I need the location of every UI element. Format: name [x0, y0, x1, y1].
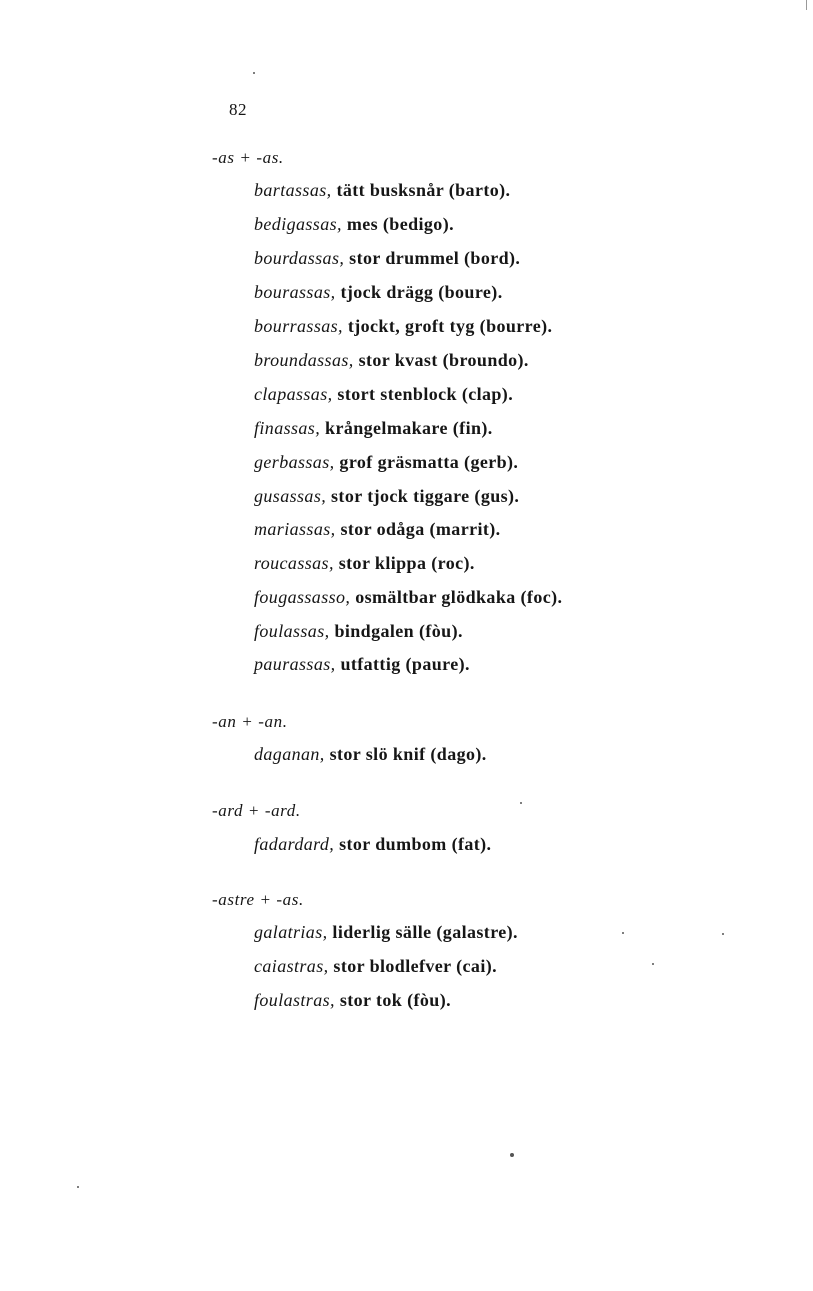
list-item	[254, 834, 491, 855]
gloss: grof gräsmatta (gerb).	[339, 452, 519, 472]
list-item	[254, 922, 518, 943]
scan-speck	[253, 72, 255, 74]
list-item	[254, 452, 518, 473]
section-heading-an: -an + -an.	[212, 712, 288, 731]
gloss: stor tjock tiggare (gus).	[331, 486, 520, 506]
scan-speck	[722, 933, 724, 935]
list-item	[254, 316, 552, 337]
gloss: stor drummel (bord).	[349, 248, 521, 268]
headword: mariassas,	[254, 519, 336, 539]
headword: clapassas,	[254, 384, 333, 404]
headword: galatrias,	[254, 922, 328, 942]
headword: caiastras,	[254, 956, 329, 976]
headword: finassas,	[254, 418, 321, 438]
gloss: liderlig sälle (galastre).	[332, 922, 518, 942]
gloss: stor slö knif (dago).	[329, 744, 487, 764]
list-item	[254, 621, 463, 642]
section-heading-astre: -astre + -as.	[212, 890, 304, 909]
section-heading-as: -as + -as.	[212, 148, 284, 167]
list-item	[254, 990, 451, 1011]
gloss: stor kvast (broundo).	[358, 350, 529, 370]
gloss: stor tok (fòu).	[339, 990, 451, 1010]
list-item	[254, 654, 470, 675]
list-item	[254, 587, 562, 608]
list-item	[254, 486, 519, 507]
headword: roucassas,	[254, 553, 334, 573]
list-item	[254, 282, 503, 303]
gloss: stor dumbom (fat).	[339, 834, 492, 854]
headword: fadardard,	[254, 834, 335, 854]
list-item	[254, 180, 510, 201]
list-item	[254, 418, 493, 439]
gloss: bindgalen (fòu).	[334, 621, 463, 641]
gloss: mes (bedigo).	[346, 214, 455, 234]
headword: gusassas,	[254, 486, 327, 506]
section-heading-ard: -ard + -ard.	[212, 801, 301, 820]
scan-speck	[77, 1186, 79, 1188]
list-item	[254, 350, 529, 371]
page-number: 82	[229, 100, 247, 119]
headword: foulassas,	[254, 621, 330, 641]
gloss: stort stenblock (clap).	[337, 384, 514, 404]
headword: bourrassas,	[254, 316, 343, 336]
headword: gerbassas,	[254, 452, 335, 472]
list-item	[254, 553, 475, 574]
gloss: stor odåga (marrit).	[340, 519, 501, 539]
list-item	[254, 384, 513, 405]
scan-speck	[520, 802, 522, 804]
list-item	[254, 519, 501, 540]
headword: daganan,	[254, 744, 325, 764]
scan-speck	[510, 1153, 514, 1157]
list-item	[254, 214, 454, 235]
gloss: tätt busksnår (barto).	[336, 180, 511, 200]
headword: fougassasso,	[254, 587, 351, 607]
scan-edge-mark	[806, 0, 807, 10]
list-item	[254, 956, 497, 977]
list-item	[254, 248, 520, 269]
scan-speck	[652, 963, 654, 965]
list-item	[254, 744, 487, 765]
headword: bartassas,	[254, 180, 332, 200]
gloss: stor blodlefver (cai).	[333, 956, 498, 976]
headword: foulastras,	[254, 990, 335, 1010]
scan-speck	[622, 932, 624, 934]
gloss: krångelmakare (fin).	[325, 418, 493, 438]
gloss: utfattig (paure).	[340, 654, 470, 674]
gloss: tjock drägg (boure).	[340, 282, 503, 302]
headword: bourdassas,	[254, 248, 345, 268]
gloss: stor klippa (roc).	[338, 553, 475, 573]
headword: paurassas,	[254, 654, 336, 674]
headword: bedigassas,	[254, 214, 342, 234]
headword: broundassas,	[254, 350, 354, 370]
gloss: osmältbar glödkaka (foc).	[355, 587, 563, 607]
gloss: tjockt, groft tyg (bourre).	[347, 316, 553, 336]
headword: bourassas,	[254, 282, 336, 302]
